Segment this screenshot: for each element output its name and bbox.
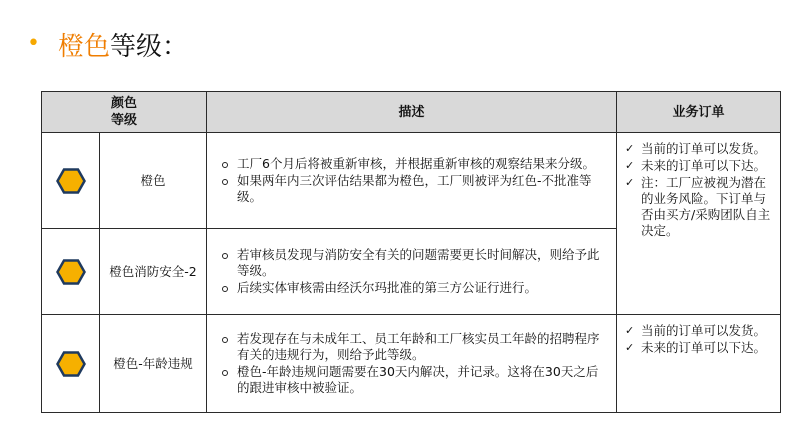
grade-description — [207, 133, 617, 229]
header-description: 描述 — [207, 92, 617, 133]
header-color-grade — [42, 92, 207, 133]
order-item-text: 未来的订单可以下达。 — [641, 158, 767, 173]
description-item: 若发现存在与未成年工、员工年龄和工厂核实员工年龄的招聘程序有关的违规行为，则给予此等级。 — [215, 331, 606, 363]
description-item: 工厂6个月后将被重新审核，并根据重新审核的观察结果来分级。 — [215, 156, 606, 172]
order-item-text: 未来的订单可以下达。 — [641, 340, 767, 355]
grade-name: 橙色-年龄违规 — [100, 315, 207, 413]
description-item: 橙色-年龄违规问题需要在30天内解决，并记录。这将在30天之后的跟进审核中被验证。 — [215, 364, 606, 396]
description-item: 如果两年内三次评估结果都为橙色，工厂则被评为红色-不批准等级。 — [215, 173, 606, 205]
business-order-cell — [617, 315, 781, 413]
order-item-text: 当前的订单可以发货。 — [641, 141, 767, 156]
header-business-order: 业务订单 — [617, 92, 781, 133]
orange-hexagon-icon — [56, 168, 86, 194]
check-icon: ✓ — [625, 159, 635, 172]
table-row — [42, 133, 781, 229]
orange-hexagon-icon — [56, 351, 86, 377]
order-item — [623, 158, 774, 174]
order-item — [623, 141, 774, 157]
order-item — [623, 323, 774, 339]
grade-description — [207, 229, 617, 315]
table-row — [42, 315, 781, 413]
slide-heading — [27, 26, 188, 62]
grade-name: 橙色 — [100, 133, 207, 229]
order-item — [623, 340, 774, 356]
check-icon: ✓ — [625, 324, 635, 337]
orange-hexagon-icon — [56, 259, 86, 285]
description-item: 后续实体审核需由经沃尔玛批准的第三方公证行进行。 — [215, 280, 606, 296]
table-header-row — [42, 92, 781, 133]
header-color-line2: 等级 — [111, 113, 138, 128]
grade-name: 橙色消防安全-2 — [100, 229, 207, 315]
check-icon: ✓ — [625, 176, 635, 189]
header-color-line1: 颜色 — [111, 96, 138, 111]
order-item-text: 注：工厂应被视为潜在的业务风险。下订单与否由买方/采购团队自主决定。 — [641, 175, 771, 238]
business-order-cell — [617, 133, 781, 315]
grade-description — [207, 315, 617, 413]
check-icon: ✓ — [625, 142, 635, 155]
orange-grade-table — [41, 91, 781, 413]
order-item-text: 当前的订单可以发货。 — [641, 323, 767, 338]
description-item: 若审核员发现与消防安全有关的问题需要更长时间解决，则给予此等级。 — [215, 247, 606, 279]
title-accent-text: 橙色 — [57, 31, 110, 62]
heading-bullet: • — [27, 31, 40, 56]
check-icon: ✓ — [625, 341, 635, 354]
order-item — [623, 175, 774, 239]
title-rest-text: 等级： — [110, 31, 189, 62]
slide-title — [58, 26, 188, 63]
